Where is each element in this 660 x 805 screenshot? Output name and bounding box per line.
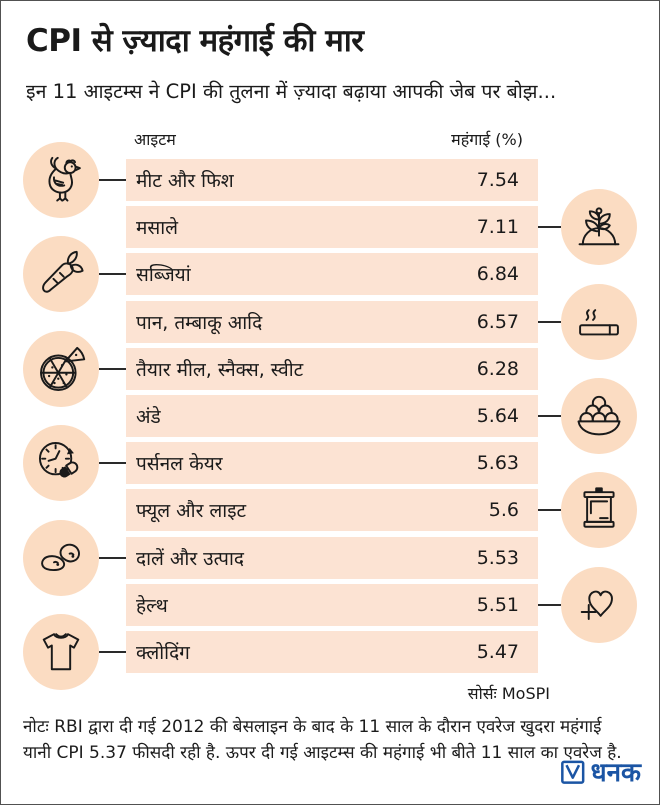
fuel-can-icon [572, 483, 626, 537]
icon-circle [23, 331, 99, 407]
eggs-bowl-icon [572, 389, 626, 443]
row-value: 7.54 [476, 169, 519, 191]
cigarette-icon [572, 295, 626, 349]
icon-circle [23, 425, 99, 501]
table-row [126, 442, 538, 484]
value-column-header: महंगाई (%) [451, 130, 523, 149]
row-value: 5.6 [488, 499, 519, 522]
row-label: दालें और उत्पाद [136, 547, 244, 570]
table-row [126, 348, 538, 390]
clock-pill-icon [34, 436, 88, 490]
table-row [126, 489, 538, 531]
carrot-icon [34, 247, 88, 301]
plant-icon [572, 200, 626, 254]
icon-circle [561, 472, 637, 548]
icon-circle [561, 189, 637, 265]
table-row [126, 206, 538, 248]
connector-line [538, 604, 561, 606]
icon-circle [561, 378, 637, 454]
table-row [126, 584, 538, 626]
row-value: 6.84 [476, 263, 519, 286]
connector-line [99, 368, 126, 370]
connector-line [538, 226, 561, 228]
row-label: पर्सनल केयर [136, 453, 223, 476]
row-label: तैयार मील, स्नैक्स, स्वीट [136, 358, 304, 381]
connector-line [538, 415, 561, 417]
icon-circle [23, 236, 99, 312]
row-label: फ्यूल और लाइट [136, 500, 247, 523]
tshirt-icon [34, 625, 88, 679]
icon-circle [23, 614, 99, 690]
row-label: मीट और फिश [136, 170, 234, 192]
icon-circle [561, 567, 637, 643]
row-label: सब्जियां [136, 264, 191, 287]
row-label: क्लोदिंग [136, 642, 190, 664]
row-value: 7.11 [476, 216, 519, 239]
row-value: 5.51 [476, 593, 519, 616]
connector-line [99, 462, 126, 464]
icon-circle [23, 520, 99, 596]
table-row [126, 253, 538, 295]
item-column-header: आइटम [134, 130, 176, 149]
dhanak-logo [559, 753, 641, 789]
table-row [126, 631, 538, 673]
row-value: 5.63 [476, 452, 519, 475]
connector-line [538, 509, 561, 511]
row-label: अंडे [136, 406, 161, 428]
page-subtitle: इन 11 आइटम्स ने CPI की तुलना में ज़्यादा बढ़ाया आपकी जेब पर बोझ... [26, 80, 557, 103]
row-value: 6.28 [476, 357, 519, 380]
page-title: CPI से ज़्यादा महंगाई की मार [26, 23, 364, 59]
connector-line [538, 321, 561, 323]
row-value: 5.47 [476, 641, 519, 663]
hen-icon [34, 153, 88, 207]
beans-icon [34, 531, 88, 585]
table-row [126, 301, 538, 343]
connector-line [99, 651, 126, 653]
row-value: 6.57 [476, 310, 519, 333]
checkbox-icon [559, 756, 589, 786]
icon-circle [23, 142, 99, 218]
icon-circle [561, 284, 637, 360]
table-row [126, 159, 538, 201]
logo-text: धनक [590, 758, 641, 788]
source-label: सोर्सः MoSPI [467, 684, 550, 703]
row-label: पान, तम्बाकू आदि [136, 311, 263, 334]
table-row [126, 537, 538, 579]
heart-plus-icon [572, 578, 626, 632]
connector-line [99, 557, 126, 559]
footnote: नोटः RBI द्वारा दी गई 2012 की बेसलाइन के बाद के 11 साल के दौरान एवरेज खुदरा महंगाई यानी CPI 5.37 फीसदी रही है. ऊपर दी गई आइटम्स की महंगाई भी बीते 11 साल का एवरेज है. [23, 717, 622, 763]
row-value: 5.53 [476, 546, 519, 569]
row-label: हेल्थ [136, 594, 168, 617]
pizza-icon [34, 342, 88, 396]
row-label: मसाले [136, 217, 179, 240]
connector-line [99, 179, 126, 181]
table-row [126, 395, 538, 437]
row-value: 5.64 [476, 405, 519, 427]
column-headers [126, 128, 538, 150]
connector-line [99, 273, 126, 275]
